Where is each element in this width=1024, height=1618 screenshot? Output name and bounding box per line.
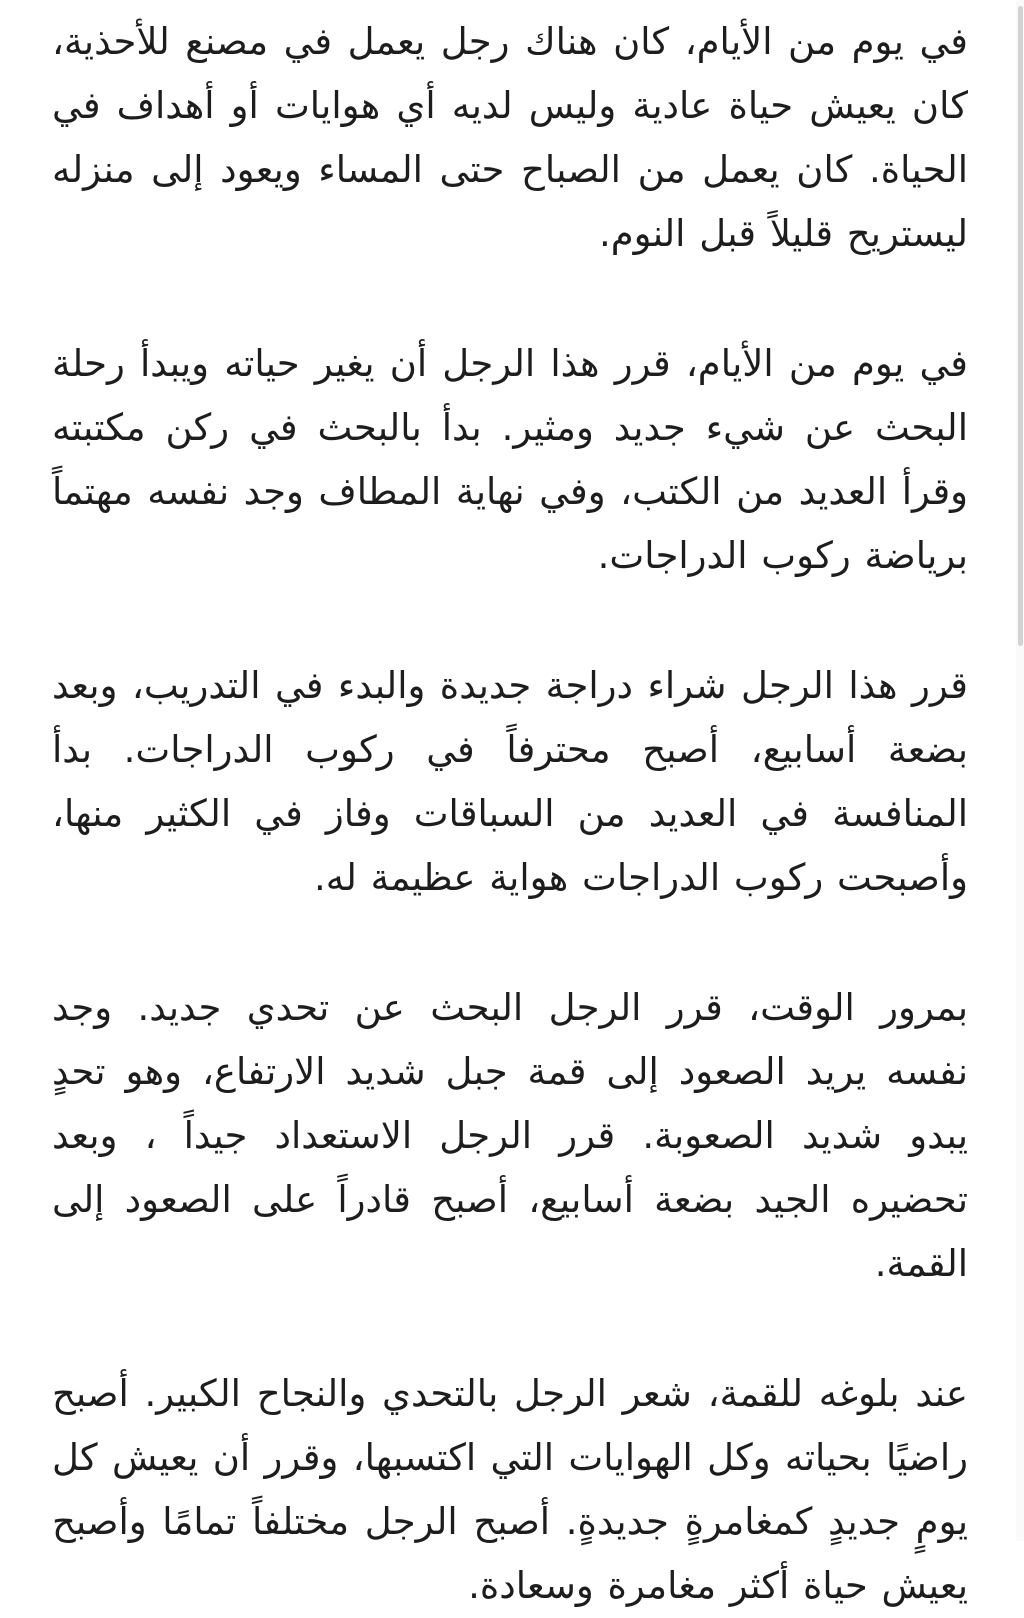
scrollbar-thumb[interactable] <box>1018 6 1023 646</box>
paragraph-3: قرر هذا الرجل شراء دراجة جديدة والبدء في التدريب، وبعد بضعة أسابيع، أصبح محترفاً في ركوب الدراجات. بدأ المنافسة في العديد من السباقات وفاز في الكثير منها، وأصبحت ركوب الدراجات هواية عظيمة له. <box>52 664 968 899</box>
vertical-scrollbar[interactable] <box>1016 0 1024 1541</box>
paragraph-4: بمرور الوقت، قرر الرجل البحث عن تحدي جديد. وجد نفسه يريد الصعود إلى قمة جبل شديد الارتفاع، وهو تحدٍ يبدو شديد الصعوبة. قرر الرجل الاستعداد جيداً ، وبعد تحضيره الجيد بضعة أسابيع، أصبح قادراً على الصعود إلى القمة. <box>52 986 968 1285</box>
paragraph-2: في يوم من الأيام، قرر هذا الرجل أن يغير حياته ويبدأ رحلة البحث عن شيء جديد ومثير. بدأ بالبحث في ركن مكتبته وقرأ العديد من الكتب، وفي نهاية المطاف وجد نفسه مهتماً برياضة ركوب الدراجات. <box>52 342 968 577</box>
paragraph-5: عند بلوغه للقمة، شعر الرجل بالتحدي والنجاح الكبير. أصبح راضيًا بحياته وكل الهوايات التي اكتسبها، وقرر أن يعيش كل يومٍ جديدٍ كمغامرةٍ جديدةٍ. أصبح الرجل مختلفاً تمامًا وأصبح يعيش حياة أكثر مغامرة وسعادة. <box>52 1372 968 1607</box>
paragraph-1: في يوم من الأيام، كان هناك رجل يعمل في مصنع للأحذية، كان يعيش حياة عادية وليس لديه أي هوايات أو أهداف في الحياة. كان يعمل من الصباح حتى المساء ويعود إلى منزله ليستريح قليلاً قبل النوم. <box>52 20 968 255</box>
